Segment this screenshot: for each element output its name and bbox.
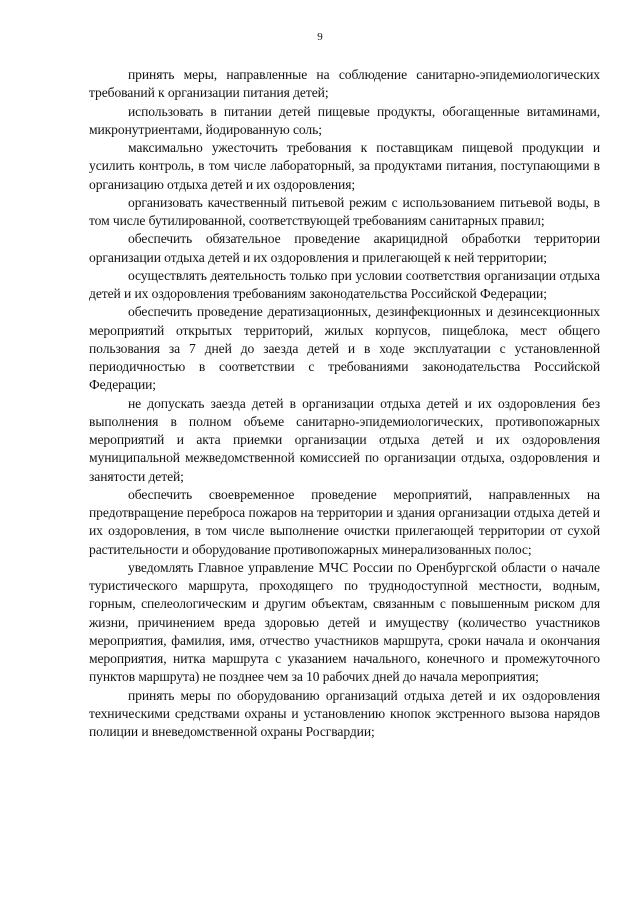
paragraph-fortified-food: использовать в питании детей пищевые продукты, обогащенные витаминами, микронутриентами, йодированную соль; (89, 103, 600, 137)
paragraph-catering-sanitary: принять меры, направленные на соблюдение санитарно-эпидемиологических требований к организации питания детей; (89, 67, 600, 101)
paragraph-emergency-notification: уведомлять Главное управление МЧС России по Оренбургской области о начале туристического маршрута, проходящего по труднодоступной местности, водным, горным, спелеологическим и другим объектам, связанным с повышенным риском для жизни, причинением вреда здоровью детей и имуществу (количество участников мероприятия, фамилия, имя, отчество участников маршрута, сроки начала и окончания мероприятия, нитка маршрута с указанием начального, конечного и промежуточного пунктов маршрута) не позднее чем за 10 рабочих дней до начала мероприятия; (89, 559, 600, 685)
paragraph-supplier-control: максимально ужесточить требования к поставщикам пищевой продукции и усилить контроль, в том числе лабораторный, за продуктами питания, поступающими в организацию отдыха детей и их оздоровления; (89, 140, 600, 192)
paragraph-legal-compliance: осуществлять деятельность только при условии соответствия организации отдыха детей и их оздоровления требованиям законодательства Российской Федерации; (89, 267, 600, 301)
document-body (89, 66, 600, 741)
paragraph-drinking-water: организовать качественный питьевой режим с использованием питьевой воды, в том числе бутилированной, соответствующей требованиям санитарных правил; (89, 194, 600, 228)
paragraph-fire-prevention: обеспечить своевременное проведение мероприятий, направленных на предотвращение переброса пожаров на территории и здания организации отдыха детей и их оздоровления, в том числе выполнение очистки прилегающей территории от сухой растительности и оборудование противопожарных минерализованных полос; (89, 486, 600, 557)
paragraph-security-equipment: принять меры по оборудованию организаций отдыха детей и их оздоровления техническими средствами охраны и установлению кнопок экстренного вызова нарядов полиции и вневедомственной охраны Росгвардии; (89, 687, 600, 739)
page-number: 9 (317, 31, 323, 43)
paragraph-acaricide-treatment: обеспечить обязательное проведение акарицидной обработки территории организации отдыха детей и их оздоровления и прилегающей к ней территории; (89, 231, 600, 265)
paragraph-disinfection: обеспечить проведение дератизационных, дезинфекционных и дезинсекционных мероприятий открытых территорий, жилых корпусов, пищеблока, мест общего пользования за 7 дней до заезда детей и в ходе эксплуатации с установленной периодичностью в соответствии с требованиями законодательства Российской Федерации; (89, 304, 600, 393)
paragraph-arrival-acceptance: не допускать заезда детей в организации отдыха детей и их оздоровления без выполнения в полном объеме санитарно-эпидемиологических, противопожарных мероприятий и акта приемки организации отдыха детей и их оздоровления муниципальной межведомственной комиссией по организации отдыха, оздоровления и занятости детей; (89, 395, 600, 484)
